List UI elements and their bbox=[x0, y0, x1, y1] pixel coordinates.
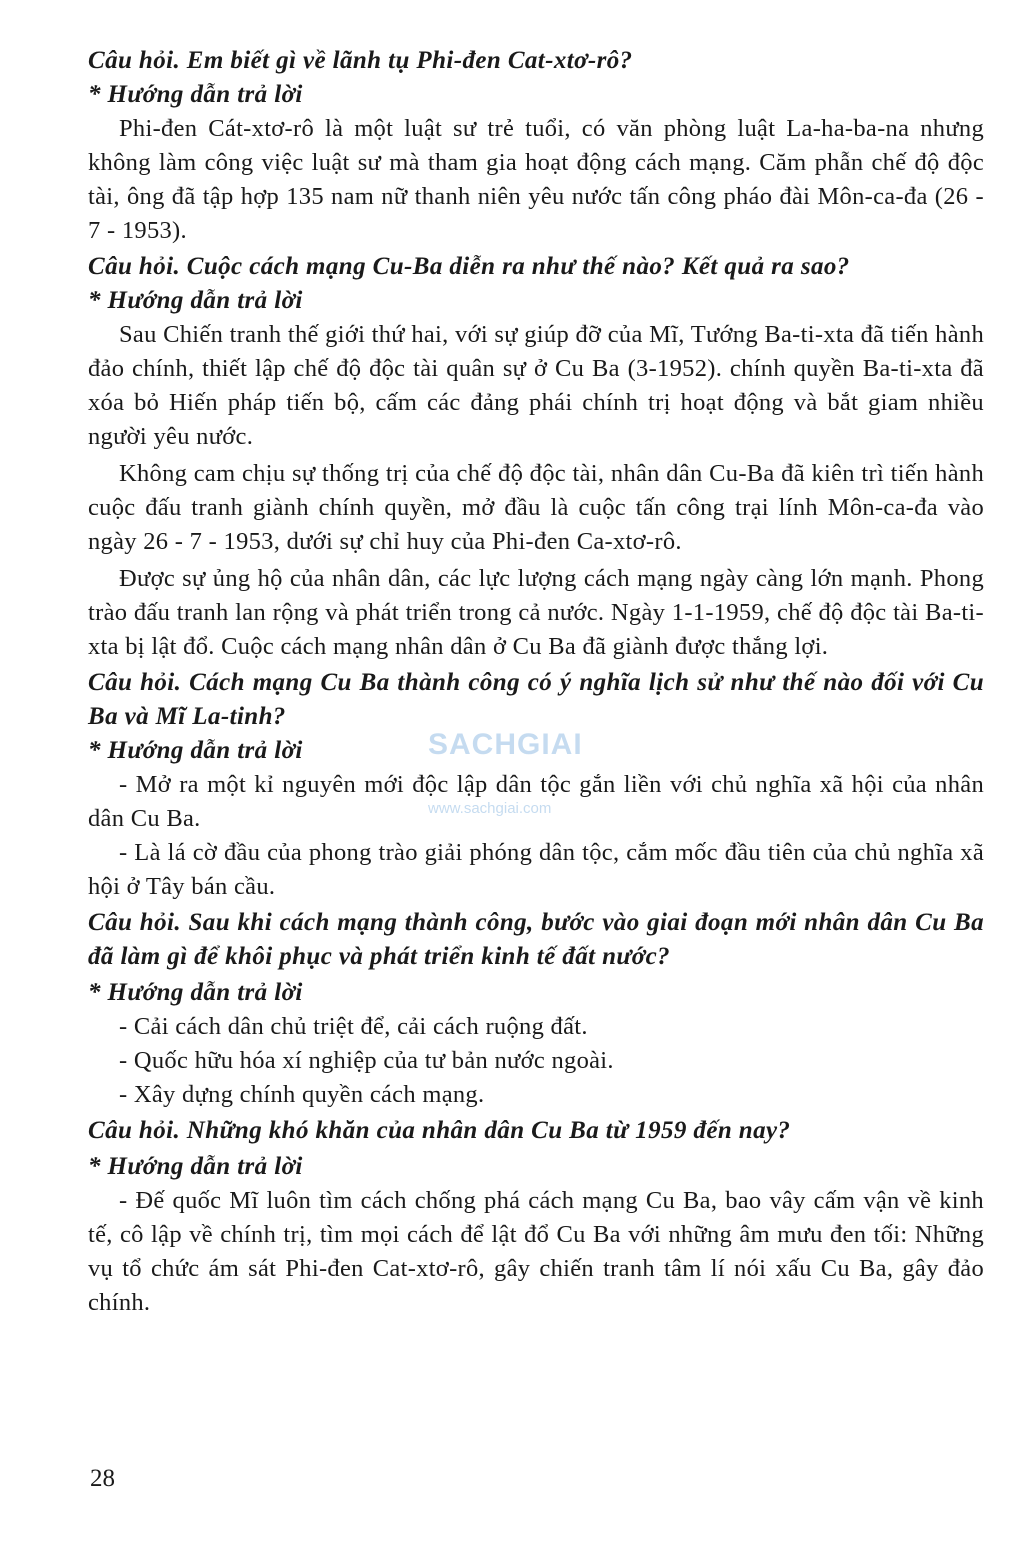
page-number: 28 bbox=[90, 1465, 115, 1492]
answer-paragraph: Phi-đen Cát-xtơ-rô là một luật sư trẻ tuổi, có văn phòng luật La-ha-ba-na nhưng không làm công việc luật sư mà tham gia hoạt động cách mạng. Căm phẫn chế độ độc tài, ông đã tập hợp 135 nam nữ thanh niên yêu nước tấn công pháo đài Môn-ca-đa (26 - 7 - 1953). bbox=[88, 115, 984, 244]
page-content bbox=[88, 44, 984, 1320]
answer-paragraph: Không cam chịu sự thống trị của chế độ độc tài, nhân dân Cu-Ba đã kiên trì tiến hành cuộc đấu tranh giành chính quyền, mở đầu là cuộc tấn công trại lính Môn-ca-đa vào ngày 26 - 7 - 1953, dưới sự chỉ huy của Phi-đen Ca-xtơ-rô. bbox=[88, 460, 984, 555]
question-heading: Câu hỏi. Cuộc cách mạng Cu-Ba diễn ra như thế nào? Kết quả ra sao? bbox=[88, 253, 850, 280]
answer-bullet: - Quốc hữu hóa xí nghiệp của tư bản nước ngoài. bbox=[119, 1047, 614, 1074]
answer-guide-label: * Hướng dẫn trả lời bbox=[88, 81, 303, 108]
answer-guide-label: * Hướng dẫn trả lời bbox=[88, 979, 303, 1006]
answer-paragraph: Sau Chiến tranh thế giới thứ hai, với sự giúp đỡ của Mĩ, Tướng Ba-ti-xta đã tiến hành đảo chính, thiết lập chế độ độc tài quân sự ở Cu Ba (3-1952). chính quyền Ba-ti-xta đã xóa bỏ Hiến pháp tiến bộ, cấm các đảng phái chính trị hoạt động và bắt giam nhiều người yêu nước. bbox=[88, 321, 984, 450]
answer-guide-label: * Hướng dẫn trả lời bbox=[88, 287, 303, 314]
answer-paragraph: Được sự ủng hộ của nhân dân, các lực lượng cách mạng ngày càng lớn mạnh. Phong trào đấu tranh lan rộng và phát triển trong cả nước. Ngày 1-1-1959, chế độ độc tài Ba-ti-xta bị lật đổ. Cuộc cách mạng nhân dân ở Cu Ba đã giành được thắng lợi. bbox=[88, 565, 984, 660]
question-heading: Câu hỏi. Em biết gì về lãnh tụ Phi-đen Cat-xtơ-rô? bbox=[88, 47, 633, 74]
answer-guide-label: * Hướng dẫn trả lời bbox=[88, 737, 303, 764]
watermark-logo: SACHGIAI bbox=[428, 728, 583, 761]
answer-bullet: - Đế quốc Mĩ luôn tìm cách chống phá cách mạng Cu Ba, bao vây cấm vận về kinh tế, cô lập về chính trị, tìm mọi cách để lật đổ Cu Ba với những âm mưu đen tối: Những vụ tổ chức ám sát Phi-đen Cat-xtơ-rô, gây chiến tranh tâm lí nói xấu Cu Ba, gây đảo chính. bbox=[88, 1187, 984, 1316]
answer-bullet: - Mở ra một kỉ nguyên mới độc lập dân tộc gắn liền với chủ nghĩa xã hội của nhân dân Cu Ba. bbox=[88, 771, 984, 832]
answer-bullet: - Xây dựng chính quyền cách mạng. bbox=[119, 1081, 485, 1108]
question-heading: Câu hỏi. Sau khi cách mạng thành công, bước vào giai đoạn mới nhân dân Cu Ba đã làm gì để khôi phục và phát triển kinh tế đất nước? bbox=[88, 909, 984, 970]
answer-guide-label: * Hướng dẫn trả lời bbox=[88, 1153, 303, 1180]
answer-bullet: - Cải cách dân chủ triệt để, cải cách ruộng đất. bbox=[119, 1013, 588, 1040]
answer-bullet: - Là lá cờ đầu của phong trào giải phóng dân tộc, cắm mốc đầu tiên của chủ nghĩa xã hội ở Tây bán cầu. bbox=[88, 839, 984, 900]
question-heading: Câu hỏi. Những khó khăn của nhân dân Cu Ba từ 1959 đến nay? bbox=[88, 1117, 791, 1144]
watermark-url: www.sachgiai.com bbox=[428, 800, 552, 817]
question-heading: Câu hỏi. Cách mạng Cu Ba thành công có ý nghĩa lịch sử như thế nào đối với Cu Ba và Mĩ La-tinh? bbox=[88, 669, 984, 730]
